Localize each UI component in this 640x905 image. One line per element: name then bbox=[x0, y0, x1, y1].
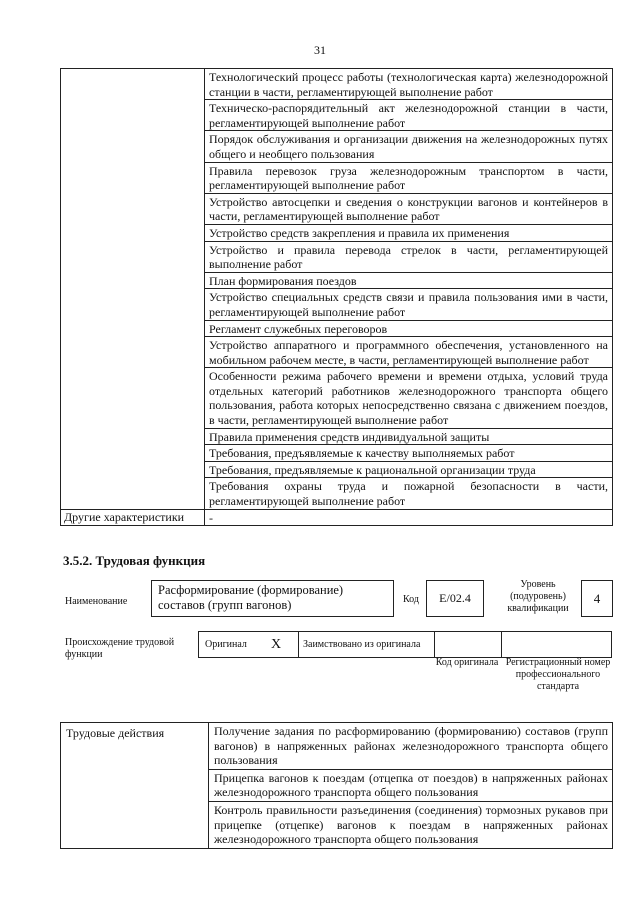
registration-number-cell bbox=[502, 632, 612, 658]
knowledge-item: Устройство автосцепки и сведения о конструкции вагонов и контейнеров в части, регламентирующей выполнение работ bbox=[205, 193, 613, 224]
table-row bbox=[199, 632, 612, 658]
labor-action-item: Прицепка вагонов к поездам (отцепка от поездов) в напряженных районах железнодорожного транспорта общего пользования bbox=[209, 769, 613, 801]
knowledge-item: Правила перевозок груза железнодорожным транспортом в части, регламентирующей выполнение работ bbox=[205, 162, 613, 193]
table-row bbox=[61, 509, 613, 526]
original-code-caption: Код оригинала bbox=[435, 657, 499, 668]
labor-actions-label: Трудовые действия bbox=[61, 723, 209, 849]
original-mark: X bbox=[271, 632, 299, 658]
table-row bbox=[61, 69, 613, 100]
knowledge-item: Правила применения средств индивидуальной защиты bbox=[205, 428, 613, 445]
origin-label: Происхождение трудовой функции bbox=[65, 637, 175, 660]
original-label: Оригинал bbox=[199, 632, 272, 658]
labor-actions-table bbox=[60, 722, 613, 849]
knowledge-item: Порядок обслуживания и организации движения на железнодорожных путях общего и необщего пользования bbox=[205, 131, 613, 162]
knowledge-item: Технологический процесс работы (технологическая карта) железнодорожной станции в части, регламентирующей выполнение работ bbox=[205, 69, 613, 100]
knowledge-item: Особенности режима рабочего времени и времени отдыха, условий труда отдельных категорий работников железнодорожного транспорта общего пользования, работа которых непосредственно связана с движением поездов, в части, регламентирующей выполнение работ bbox=[205, 368, 613, 428]
labor-action-item: Контроль правильности разъединения (соединения) тормозных рукавов при прицепке (отцепке) вагонов к поездам в напряженных районах железнодорожного транспорта общего пользования bbox=[209, 801, 613, 848]
function-code-field: E/02.4 bbox=[426, 580, 484, 617]
knowledge-item: Требования, предъявляемые к качеству выполняемых работ bbox=[205, 445, 613, 462]
original-code-cell bbox=[435, 632, 502, 658]
code-label: Код bbox=[403, 594, 419, 605]
borrowed-label: Заимствовано из оригинала bbox=[299, 632, 435, 658]
knowledge-item: Устройство и правила перевода стрелок в части, регламентирующей выполнение работ bbox=[205, 241, 613, 272]
page-number: 31 bbox=[314, 43, 326, 57]
registration-number-caption: Регистрационный номер профессионального стандарта bbox=[505, 657, 611, 692]
other-characteristics-label: Другие характеристики bbox=[61, 509, 205, 526]
knowledge-item: Устройство средств закрепления и правила их применения bbox=[205, 224, 613, 241]
origin-table bbox=[198, 631, 612, 658]
qualification-level-label: Уровень (подуровень) квалификации bbox=[507, 579, 569, 614]
qualification-level-field: 4 bbox=[581, 580, 613, 617]
table-row bbox=[61, 723, 613, 770]
name-label: Наименование bbox=[65, 596, 128, 607]
section-title: 3.5.2. Трудовая функция bbox=[63, 553, 206, 568]
knowledge-item: Требования охраны труда и пожарной безопасности в части, регламентирующей выполнение работ bbox=[205, 478, 613, 509]
other-characteristics-value: - bbox=[205, 509, 613, 526]
knowledge-item: Устройство аппаратного и программного обеспечения, установленного на мобильном рабочем месте, в части, регламентирующей выполнение работ bbox=[205, 337, 613, 368]
knowledge-table bbox=[60, 68, 613, 526]
knowledge-item: Регламент служебных переговоров bbox=[205, 320, 613, 337]
function-name-field: Расформирование (формирование) составов (групп вагонов) bbox=[151, 580, 394, 617]
labor-action-item: Получение задания по расформированию (формированию) составов (групп вагонов) в напряженных районах железнодорожного транспорта общего пользования bbox=[209, 723, 613, 770]
knowledge-item: Требования, предъявляемые к рациональной организации труда bbox=[205, 461, 613, 478]
knowledge-item: План формирования поездов bbox=[205, 272, 613, 289]
knowledge-item: Устройство специальных средств связи и правила пользования ими в части, регламентирующей выполнение работ bbox=[205, 289, 613, 320]
knowledge-item: Техническо-распорядительный акт железнодорожной станции в части, регламентирующей выполнение работ bbox=[205, 100, 613, 131]
empty-label-cell bbox=[61, 69, 205, 510]
